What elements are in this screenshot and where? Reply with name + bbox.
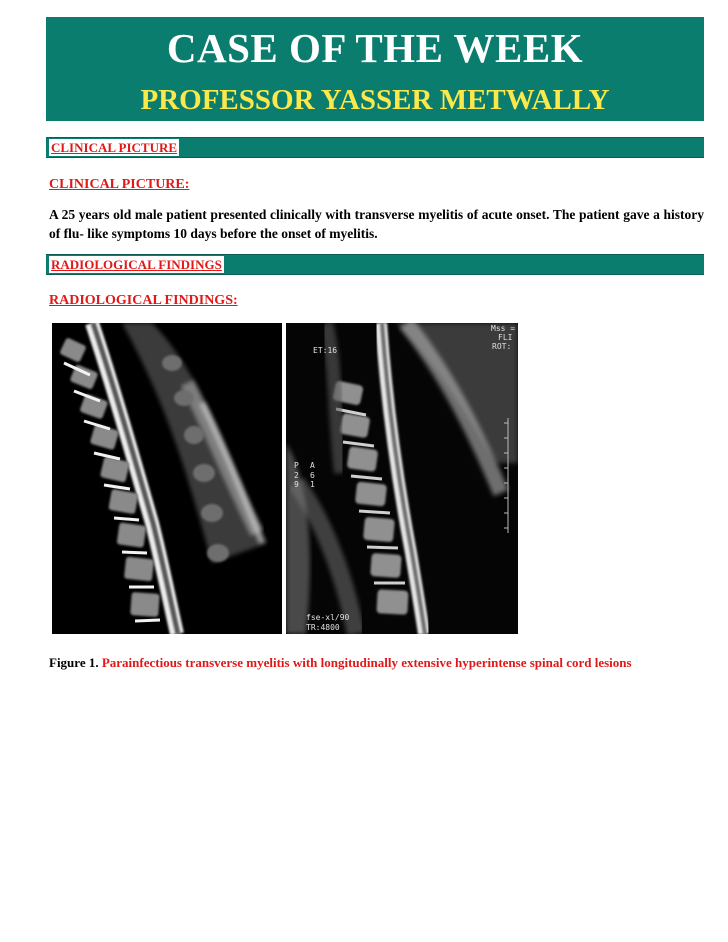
mri-annotation-bottom-1: fse-xl/90 bbox=[306, 613, 350, 622]
mri-annotation-side-5: 6 bbox=[310, 471, 315, 480]
mri-annotation-side-4: A bbox=[310, 461, 315, 470]
author-subtitle: PROFESSOR YASSER METWALLY bbox=[140, 84, 610, 116]
mri-annotation-side-1: P bbox=[294, 461, 299, 470]
mri-annotation-top-right-3: ROT: bbox=[492, 342, 512, 351]
mri-annotation-top-left: ET:16 bbox=[313, 346, 338, 355]
header-banner bbox=[46, 17, 704, 121]
mri-annotation-side-6: 1 bbox=[310, 480, 315, 489]
radiology-section-bar bbox=[46, 254, 704, 275]
mri-annotation-side-2: 2 bbox=[294, 471, 299, 480]
mri-annotation-top-right-2: FLI bbox=[498, 333, 513, 342]
clinical-section-label: CLINICAL PICTURE bbox=[51, 140, 178, 155]
figure-caption-label: Figure 1. bbox=[49, 655, 99, 670]
mri-annotation-side-3: 9 bbox=[294, 480, 299, 489]
mri-image-right bbox=[286, 323, 518, 634]
figure-caption bbox=[49, 654, 709, 671]
radiology-section-label: RADIOLOGICAL FINDINGS bbox=[51, 257, 222, 272]
clinical-paragraph: A 25 years old male patient presented clinically with transverse myelitis of acute onset. The patient gave a history of flu- like symptoms 10 days before the onset of myelitis. bbox=[49, 207, 704, 241]
mri-annotation-top-right-1: Mss = bbox=[491, 324, 516, 333]
page-title: CASE OF THE WEEK bbox=[166, 25, 584, 71]
radiology-heading: RADIOLOGICAL FINDINGS: bbox=[49, 293, 238, 308]
figure-caption-text: Parainfectious transverse myelitis with longitudinally extensive hyperintense spinal cord lesions bbox=[101, 655, 632, 670]
mri-annotation-bottom-2: TR:4800 bbox=[306, 623, 340, 632]
clinical-heading: CLINICAL PICTURE: bbox=[49, 177, 190, 192]
clinical-section-bar bbox=[46, 137, 704, 158]
mri-image-left bbox=[52, 323, 282, 634]
